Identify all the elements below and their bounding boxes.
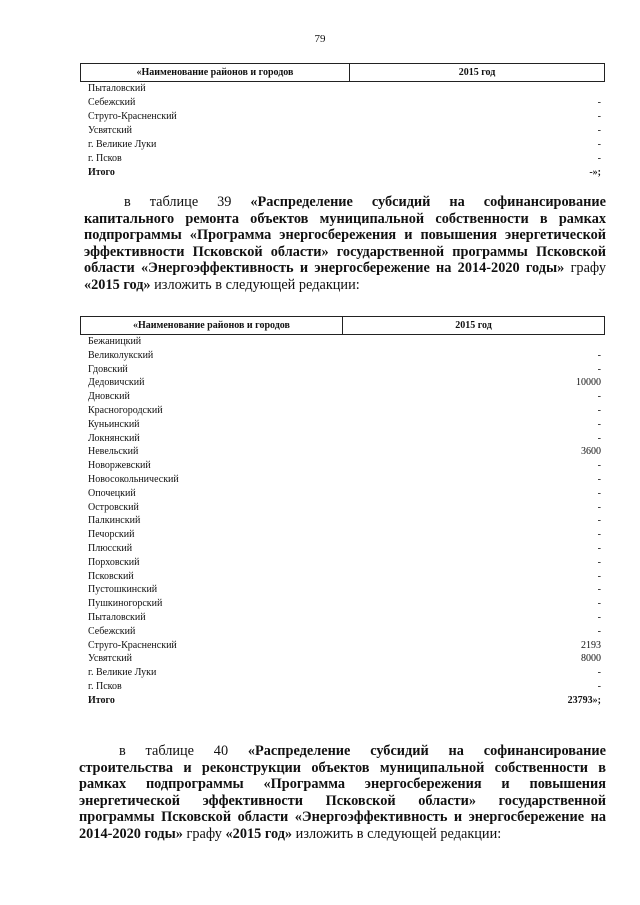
district-name: Усвятский xyxy=(88,125,132,136)
district-name: г. Великие Луки xyxy=(88,139,157,150)
table-row xyxy=(80,376,605,390)
table-title: «Распределение субсидий на софинансирование капитального ремонта объектов муниципальной собственности в рамках подпрограммы «Программа энергосбережения и повышения энергетической эффективности Псковской области» государственной программы Псковской области «Энергоэффективность и энергосбережение на 2014-2020 годы» xyxy=(84,194,606,276)
subsidy-value xyxy=(601,82,605,96)
table-row xyxy=(80,639,605,653)
table-row xyxy=(80,473,605,487)
table-row xyxy=(80,138,605,152)
total-label: Итого xyxy=(88,167,115,178)
table-row xyxy=(80,418,605,432)
subsidy-value: - xyxy=(597,584,601,596)
subsidy-value: - xyxy=(597,611,601,623)
district-name: г. Псков xyxy=(88,680,122,692)
subsidy-value: - xyxy=(597,363,601,375)
subsidy-value: 2193 xyxy=(581,639,601,651)
subsidy-value: - xyxy=(597,570,601,582)
table-row xyxy=(80,124,605,138)
total-value: -»; xyxy=(589,167,601,178)
table-row xyxy=(80,501,605,515)
subsidy-value: - xyxy=(597,432,601,444)
subsidy-value: - xyxy=(597,404,601,416)
subsidy-value xyxy=(601,335,605,349)
table-row xyxy=(80,404,605,418)
table-total-row xyxy=(80,166,605,180)
table-row xyxy=(80,487,605,501)
district-name: Пыталовский xyxy=(88,83,146,94)
table-row xyxy=(80,335,605,349)
para-text: графу xyxy=(564,260,606,276)
district-name: Усвятский xyxy=(88,653,132,665)
page-number: 79 xyxy=(314,33,326,45)
district-name: г. Псков xyxy=(88,153,122,164)
subsidy-value: - xyxy=(597,125,601,136)
table-row xyxy=(80,680,605,694)
district-name: г. Великие Луки xyxy=(88,667,157,679)
table-row xyxy=(80,432,605,446)
column-name: «2015 год» xyxy=(225,825,293,842)
district-name: Псковский xyxy=(88,570,134,582)
district-name: Опочецкий xyxy=(88,487,136,499)
district-name: Великолукский xyxy=(88,349,154,361)
district-name: Пустошкинский xyxy=(88,584,158,596)
column-header-districts: «Наименование районов и городов xyxy=(81,317,343,334)
table-body xyxy=(80,82,605,166)
column-header-2015: 2015 год xyxy=(455,320,492,331)
subsidy-value: - xyxy=(597,97,601,108)
table-row xyxy=(80,528,605,542)
table-row xyxy=(80,542,605,556)
table-body xyxy=(80,335,605,694)
district-name: Пыталовский xyxy=(88,611,146,623)
subsidy-value: - xyxy=(597,556,601,568)
district-name: Новосокольнический xyxy=(88,473,179,485)
table-row xyxy=(80,583,605,597)
para-text: в таблице 39 xyxy=(124,194,251,210)
district-name: Пушкиногорский xyxy=(88,598,163,610)
subsidy-value: 3600 xyxy=(581,446,601,458)
total-label: Итого xyxy=(88,694,115,706)
district-name: Островский xyxy=(88,501,139,513)
total-value: 23793»; xyxy=(567,694,601,706)
district-name: Струго-Красненский xyxy=(88,111,177,122)
subsidy-value: - xyxy=(597,515,601,527)
district-name: Порховский xyxy=(88,556,140,568)
table-title: «Распределение субсидий на софинансирование строительства и реконструкции объектов муниципальной собственности в рамках подпрограммы «Программа энергосбережения и повышения энергетической эффективности Псковской области» государственной программы Псковской области «Энергоэффективность и энергосбережение на 2014-2020 годы» xyxy=(79,743,606,842)
table-row xyxy=(80,652,605,666)
column-name: «2015 год» xyxy=(84,276,151,293)
table-row xyxy=(80,363,605,377)
subsidy-value: - xyxy=(597,625,601,637)
subsidy-value: 10000 xyxy=(576,377,601,389)
subsidy-value: - xyxy=(597,501,601,513)
table-subsidies-continued xyxy=(80,63,605,180)
table-row xyxy=(80,666,605,680)
subsidy-value: - xyxy=(597,680,601,692)
district-name: Гдовский xyxy=(88,363,128,375)
table-row xyxy=(80,152,605,166)
para-text: изложить в следующей редакции: xyxy=(150,276,360,293)
table-row xyxy=(80,110,605,124)
table-row xyxy=(80,96,605,110)
table-row xyxy=(80,556,605,570)
column-header-districts: «Наименование районов и городов xyxy=(81,64,350,81)
para-text: в таблице 40 xyxy=(119,743,248,759)
district-name: Себежский xyxy=(88,97,136,108)
subsidy-value: - xyxy=(597,529,601,541)
subsidy-value: - xyxy=(597,460,601,472)
table-header xyxy=(80,63,605,82)
para-text: изложить в следующей редакции: xyxy=(292,825,502,842)
subsidy-value: - xyxy=(597,418,601,430)
district-name: Дновский xyxy=(88,391,130,403)
table-row xyxy=(80,597,605,611)
amendment-paragraph-table-40 xyxy=(79,743,606,842)
district-name: Палкинский xyxy=(88,515,141,527)
amendment-paragraph-table-39 xyxy=(84,194,606,293)
district-name: Локнянский xyxy=(88,432,140,444)
subsidy-value: - xyxy=(597,487,601,499)
subsidy-value: - xyxy=(597,542,601,554)
subsidy-value: - xyxy=(597,139,601,150)
table-row xyxy=(80,445,605,459)
table-row xyxy=(80,514,605,528)
district-name: Бежаницкий xyxy=(88,336,142,347)
table-row xyxy=(80,570,605,584)
subsidy-value: 8000 xyxy=(581,653,601,665)
district-name: Струго-Красненский xyxy=(88,639,177,651)
table-row xyxy=(80,459,605,473)
subsidy-value: - xyxy=(597,111,601,122)
table-row xyxy=(80,82,605,96)
district-name: Невельский xyxy=(88,446,139,458)
district-name: Печорский xyxy=(88,529,135,541)
subsidy-value: - xyxy=(597,598,601,610)
para-text: графу xyxy=(182,825,226,842)
district-name: Плюсский xyxy=(88,542,133,554)
table-row xyxy=(80,625,605,639)
district-name: Красногородский xyxy=(88,404,163,416)
subsidy-value: - xyxy=(597,473,601,485)
table-row xyxy=(80,349,605,363)
column-header-2015: 2015 год xyxy=(458,67,496,78)
district-name: Дедовичский xyxy=(88,377,145,389)
table-row xyxy=(80,611,605,625)
table-row xyxy=(80,390,605,404)
subsidy-value: - xyxy=(597,391,601,403)
table-total-row xyxy=(80,694,605,708)
table-39-subsidies xyxy=(80,316,605,708)
table-header xyxy=(80,316,605,335)
subsidy-value: - xyxy=(597,349,601,361)
district-name: Себежский xyxy=(88,625,136,637)
subsidy-value: - xyxy=(597,667,601,679)
subsidy-value: - xyxy=(597,153,601,164)
district-name: Куньинский xyxy=(88,418,140,430)
district-name: Новоржевский xyxy=(88,460,151,472)
